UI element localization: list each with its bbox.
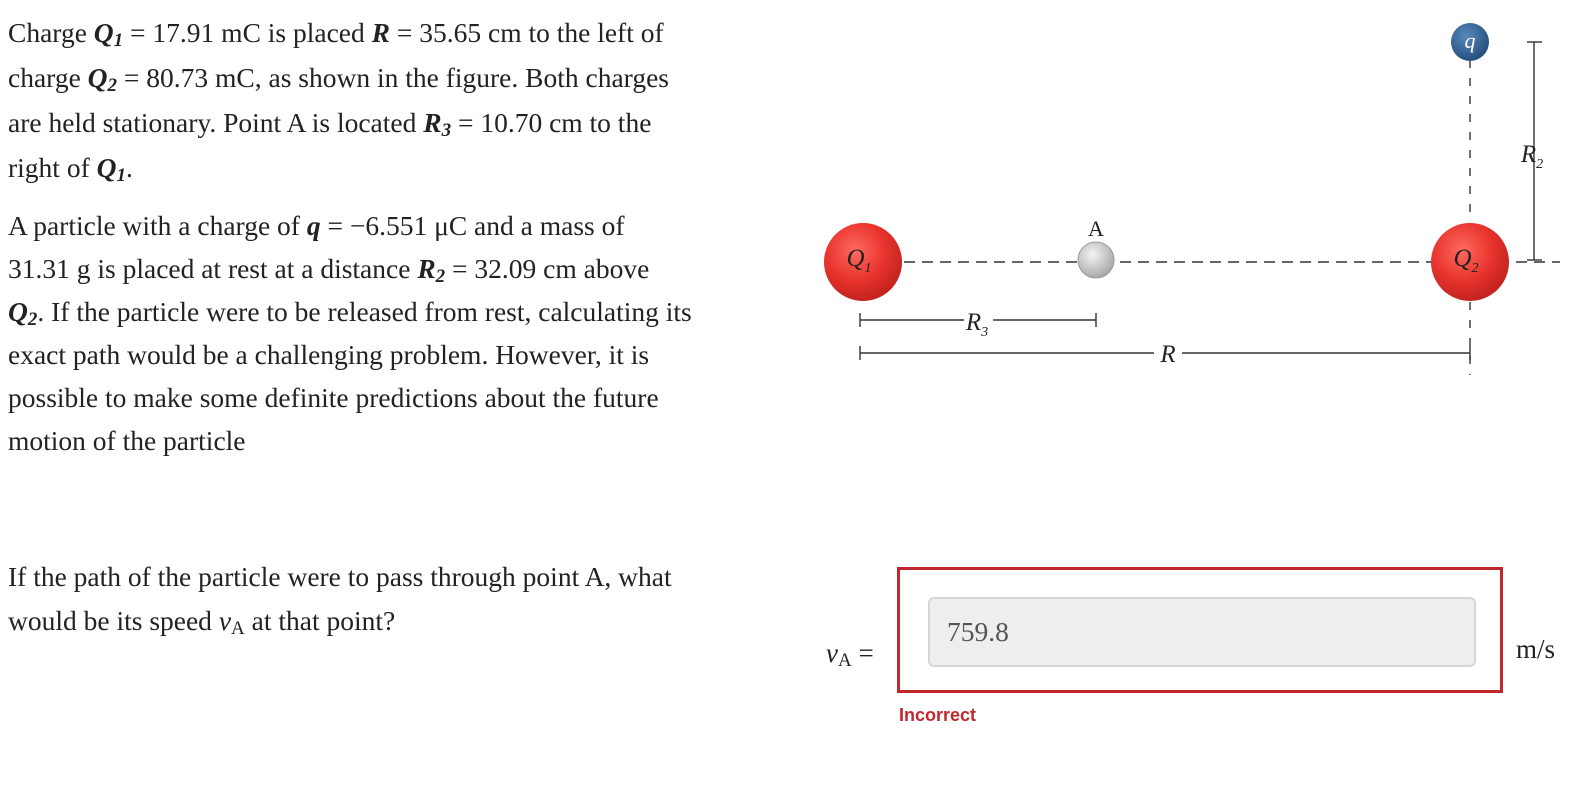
problem-paragraph-1: Charge $Q_1 = 17.91$ mC is placed R = 35.65 cm to the left of charge $Q_2 = 80.73$ mC, as shown in the figure. Both charges are held stationary. Point A is located $R_3 = 10.70$ cm to the right of $Q_1$. xyxy=(8,17,669,186)
q2-symbol: $Q_2$ xyxy=(87,62,118,96)
r-symbol: R xyxy=(371,17,390,48)
r2-label: $R_2$ xyxy=(1520,141,1544,172)
q1-symbol-2: $Q_1$ xyxy=(96,152,126,186)
va-symbol: $v_A$ xyxy=(218,605,245,639)
answer-unit: m/s xyxy=(1516,634,1556,664)
point-a-label: A xyxy=(1088,216,1104,241)
r2-symbol: $R_2$ xyxy=(417,253,446,287)
q1-symbol: $Q_1$ xyxy=(93,17,124,51)
q1-label: $Q_1$ xyxy=(846,245,872,276)
problem-paragraph-2: A particle with a charge of q = −6.551 μC and a mass of 31.31 g is placed at rest at a distance $R_2 = 32.09$ cm above $Q_2$. If the particle were to be released from rest, calculating its exact path would be a challenging problem. However, it is possible to make some definite predictions about the future motion of the particle xyxy=(8,210,692,456)
r3-label: $R_3$ xyxy=(965,309,989,340)
problem-statement xyxy=(8,10,768,462)
q2-symbol-2: $Q_2$ xyxy=(8,296,38,330)
r-label: R xyxy=(1160,341,1176,368)
question-text: If the path of the particle were to pass through point A, what would be its speed $v_A$ at that point? xyxy=(8,561,672,639)
answer-input[interactable]: 759.8 xyxy=(928,597,1476,667)
q2-label: $Q_2$ xyxy=(1453,245,1479,276)
point-a xyxy=(1078,242,1114,278)
answer-variable-label: $v_A$ = xyxy=(826,638,874,671)
r3-symbol: $R_3$ xyxy=(423,107,452,141)
charge-diagram xyxy=(780,0,1582,400)
q-label: q xyxy=(1464,28,1476,53)
charge-diagram-svg xyxy=(780,0,1582,400)
q-symbol: q xyxy=(306,210,321,241)
answer-status-incorrect: Incorrect xyxy=(899,705,977,725)
